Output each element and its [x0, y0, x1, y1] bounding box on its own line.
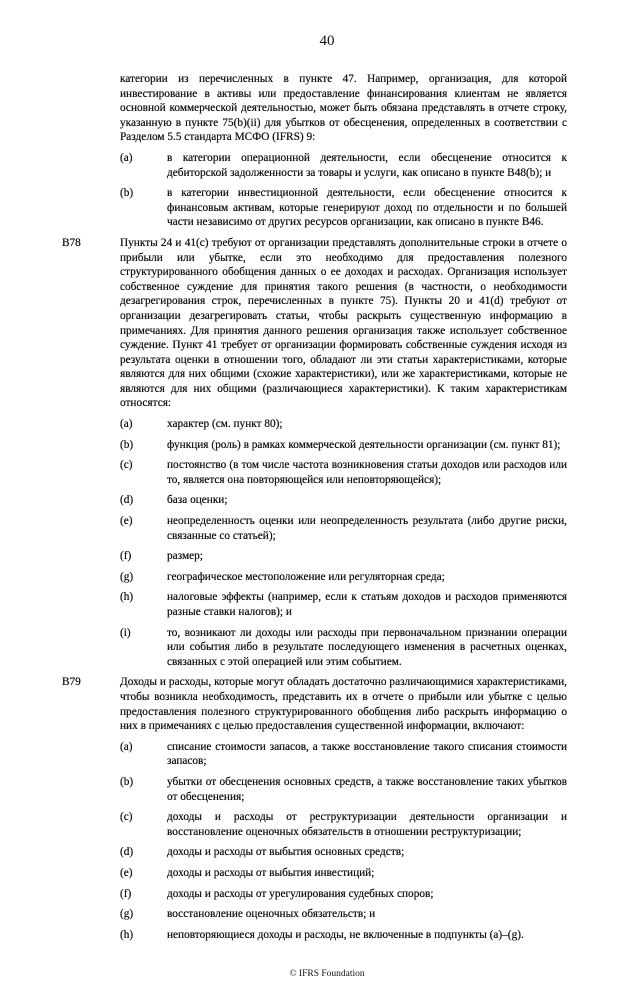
item-label: (f) — [120, 550, 132, 563]
list-item — [120, 845, 567, 860]
item-text: налоговые эффекты (например, если к статьям доходов и расходов применяются разные ставки налогов); и — [167, 591, 567, 618]
item-text: географическое местоположение или регуляторная среда; — [167, 570, 445, 583]
item-text: то, возникают ли доходы или расходы при первоначальном признании операции или события либо в результате последующего изменения в расчетных оценках, связанных с этой операцией или этим событием. — [167, 626, 567, 668]
item-label: (e) — [120, 866, 133, 879]
list-item — [120, 590, 567, 619]
list-item — [120, 417, 567, 432]
item-label: (b) — [120, 775, 134, 788]
list-item — [120, 626, 567, 670]
list-item — [120, 907, 567, 922]
item-label: (g) — [120, 570, 134, 583]
list-item — [120, 866, 567, 881]
list-item — [120, 186, 567, 230]
item-text: доходы и расходы от урегулирования судебных споров; — [167, 887, 434, 900]
paragraph-b78 — [62, 236, 567, 411]
item-text: убытки от обесценения основных средств, а также восстановление таких убытков от обесценения; — [167, 775, 567, 803]
list-item — [120, 570, 567, 585]
item-text: функция (роль) в рамках коммерческой деятельности организации (см. пункт 81); — [167, 438, 561, 451]
list-item — [120, 458, 567, 487]
paragraph-text: Доходы и расходы, которые могут обладать достаточно различающимися характеристиками, чтобы возникла необходимость, представить их в отчете о прибыли или убытке с целью предоставления полезного структурированного обобщения либо раскрыть информацию о них в примечаниях с целью предоставления существенной информации, включают: — [120, 676, 567, 733]
item-label: (h) — [120, 928, 134, 941]
list-item — [120, 438, 567, 453]
list-item — [120, 493, 567, 508]
list-item — [120, 810, 567, 839]
item-label: (g) — [120, 908, 134, 921]
list-item — [120, 151, 567, 180]
document-body — [62, 72, 567, 948]
continuation-text: категории из перечисленных в пункте 47. Например, организация, для которой инвестирование в активы или предоставление финансирования клиентам не является основной коммерческой деятельностью, может быть обязана представлять в отчете строку, указанную в пункте 75(b)(ii) для убытков от обесценения, определенных в соответствии с Разделом 5.5 стандарта МСФО (IFRS) 9: — [120, 73, 567, 144]
item-label: (f) — [120, 887, 132, 900]
list-item — [120, 740, 567, 769]
item-label: (h) — [120, 591, 134, 604]
item-text: размер; — [167, 550, 203, 563]
list-item — [120, 775, 567, 804]
item-text: характер (см. пункт 80); — [167, 418, 283, 431]
item-text: в категории инвестиционной деятельности, если обесценение относится к финансовым активам, которые генерируют доход по отдельности и по большей части независимо от других ресурсов организации, как описано в пункте B46. — [167, 187, 567, 229]
item-label: (c) — [120, 811, 133, 824]
item-text: неповторяющиеся доходы и расходы, не включенные в подпункты (a)–(g). — [167, 928, 524, 941]
item-text: в категории операционной деятельности, если обесценение относится к дебиторской задолженности за товары и услуги, как описано в пункте B48(b); и — [167, 151, 567, 179]
page-number: 40 — [319, 33, 335, 49]
item-text: списание стоимости запасов, а также восстановление такого списания стоимости запасов; — [167, 740, 567, 768]
item-label: (a) — [120, 151, 133, 164]
item-label: (a) — [120, 740, 133, 753]
item-label: (b) — [120, 187, 134, 200]
item-text: восстановление оценочных обязательств; и — [167, 908, 376, 921]
item-label: (a) — [120, 418, 133, 431]
item-text: неопределенность оценки или неопределенность результата (либо другие риски, связанные со статьей); — [167, 515, 567, 542]
item-text: доходы и расходы от выбытия инвестиций; — [167, 866, 375, 879]
list-item — [120, 514, 567, 543]
copyright-footer: © IFRS Foundation — [289, 969, 365, 980]
item-text: постоянство (в том числе частота возникновения статьи доходов или расходов или то, является она повторяющейся или неповторяющейся); — [167, 459, 567, 486]
item-label: (d) — [120, 846, 134, 859]
paragraphs — [62, 236, 567, 942]
item-label: (e) — [120, 515, 133, 528]
paragraph-b79 — [62, 675, 567, 733]
item-label: (i) — [120, 626, 131, 639]
list-item — [120, 887, 567, 902]
item-text: доходы и расходы от реструктуризации деятельности организации и восстановление оценочных обязательств в отношении реструктуризации; — [167, 811, 567, 838]
continuation-list — [62, 151, 567, 230]
paragraph-text: Пункты 24 и 41(c) требуют от организации представлять дополнительные строки в отчете о прибыли или убытке, если это необходимо для предоставления полезного структурированного обобщения данных о ее доходах и расходах. Организация использует собственное суждение для принятия такого решения (в частности, о необходимости дезагрегирования строк, перечисленных в пункте 75). Пункты 20 и 41(d) требуют от организации дезагрегировать статьи, чтобы раскрыть существенную информацию в примечаниях. Для принятия данного решения организация также использует собственное суждение. Пункт 41 требует от организации формировать собственные суждения исходя из результата оценки в отношении того, обладают ли эти статьи характеристиками, которые являются для них общими (схожие характеристики), или же характеристиками, которые не являются для них общими (различающиеся характеристики). К таким характеристикам относятся: — [120, 236, 567, 410]
item-text: доходы и расходы от выбытия основных средств; — [167, 846, 405, 859]
list-item — [120, 549, 567, 564]
item-label: (d) — [120, 494, 134, 507]
paragraph-number: B78 — [62, 236, 81, 249]
list-item — [120, 928, 567, 943]
paragraph-number: B79 — [62, 676, 81, 689]
item-label: (c) — [120, 459, 133, 472]
item-label: (b) — [120, 438, 134, 451]
item-text: база оценки; — [167, 494, 228, 507]
